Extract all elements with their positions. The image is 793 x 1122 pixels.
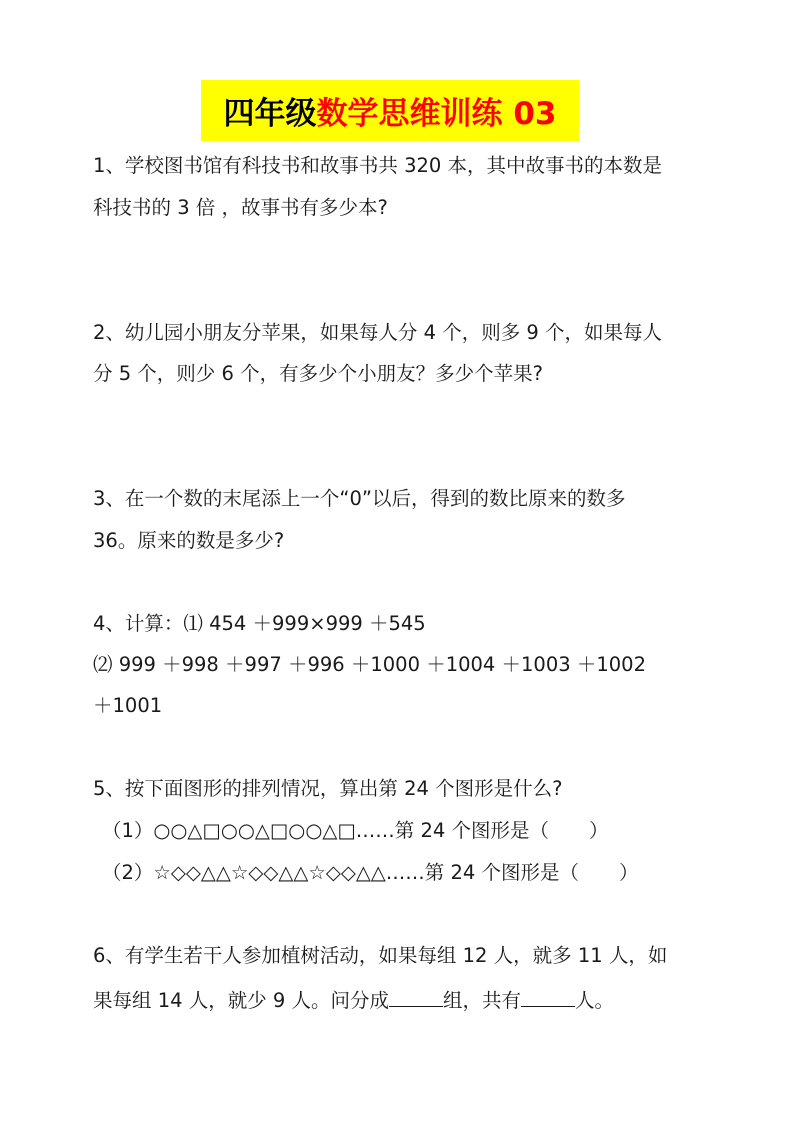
question-1-line-1: 1、学校图书馆有科技书和故事书共 320 本，其中故事书的本数是: [93, 154, 663, 177]
question-4-line-3: ＋1001: [93, 694, 163, 717]
question-6-line-1: 6、有学生若干人参加植树活动，如果每组 12 人，就多 11 人，如: [93, 944, 668, 967]
question-4-line-1: 4、计算：⑴ 454 ＋999×999 ＋545: [93, 612, 426, 635]
question-6-text-b: 组，共有: [443, 989, 522, 1012]
answer-blank-groups[interactable]: [389, 986, 443, 1007]
question-5-sub-2: [102, 861, 639, 885]
question-5-sub-2-text: （2）☆◇◇△△☆◇◇△△☆◇◇△△……第 24 个图形是（: [102, 861, 580, 884]
question-5-sub-1-text: （1）○○△□○○△□○○△□……第 24 个图形是（: [102, 819, 549, 842]
question-4-line-2: ⑵ 999 ＋998 ＋997 ＋996 ＋1000 ＋1004 ＋1003 ＋1002: [93, 653, 646, 676]
question-5-line-1: 5、按下面图形的排列情况，算出第 24 个图形是什么?: [93, 777, 563, 800]
question-3-line-1: 3、在一个数的末尾添上一个“0”以后，得到的数比原来的数多: [93, 487, 626, 510]
question-2-line-1: 2、幼儿园小朋友分苹果，如果每人分 4 个，则多 9 个，如果每人: [93, 321, 663, 344]
question-3-line-2: 36。原来的数是多少?: [93, 529, 285, 552]
title-grade: 四年级: [223, 96, 317, 132]
question-6-text-a: 果每组 14 人，就少 9 人。问分成: [93, 989, 390, 1012]
title-subject: 数学思维训练 03: [316, 96, 557, 132]
question-1-line-2: 科技书的 3 倍 ，故事书有多少本?: [93, 196, 388, 219]
question-5-sub-1-close: ）: [588, 819, 609, 842]
worksheet-title: [201, 80, 579, 141]
question-5-sub-2-close: ）: [619, 861, 639, 884]
question-2-line-2: 分 5 个，则少 6 个，有多少个小朋友？多少个苹果?: [93, 362, 543, 385]
answer-blank-people[interactable]: [521, 986, 575, 1007]
question-5-sub-1: [102, 819, 608, 843]
question-6-text-c: 人。: [575, 989, 615, 1012]
question-6-line-2: [93, 986, 614, 1013]
